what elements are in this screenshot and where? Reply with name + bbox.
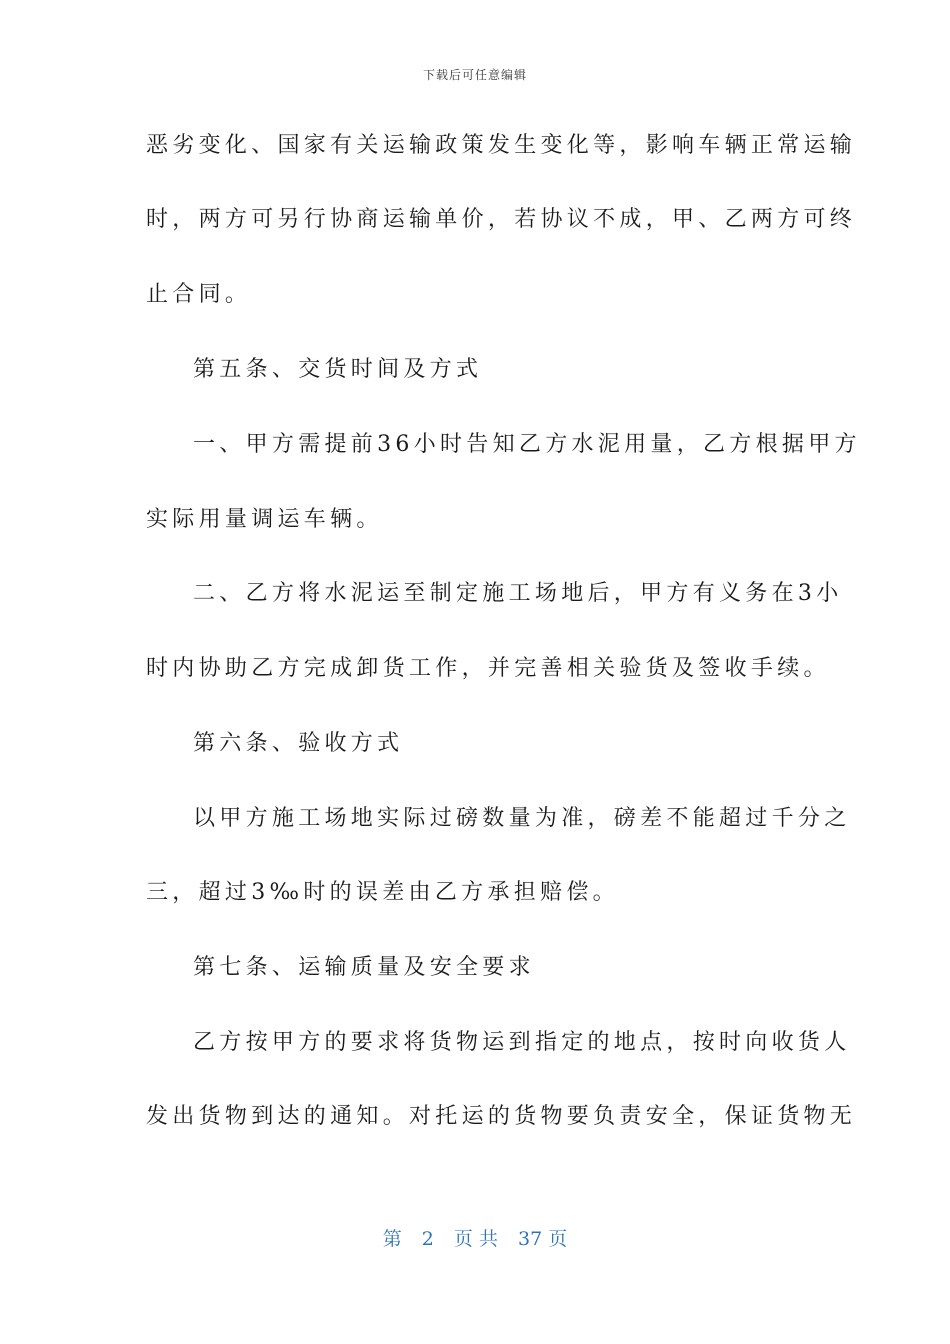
footer-prefix: 第: [382, 1228, 402, 1250]
body-line: 时内协助乙方完成卸货工作，并完善相关验货及签收手续。: [146, 656, 830, 681]
body-line: 三，超过3‰时的误差由乙方承担赔偿。: [146, 880, 619, 905]
section-heading-7: 第七条、运输质量及安全要求: [193, 955, 535, 980]
total-page-count: 37: [518, 1228, 543, 1250]
body-line: 乙方按甲方的要求将货物运到指定的地点，按时向收货人: [193, 1030, 851, 1055]
body-line: 以甲方施工场地实际过磅数量为准，磅差不能超过千分之: [193, 806, 851, 831]
page-header: 下载后可任意编辑: [422, 68, 527, 82]
body-line: 恶劣变化、国家有关运输政策发生变化等，影响车辆正常运输: [146, 133, 857, 158]
body-line: 二、乙方将水泥运至制定施工场地后，甲方有义务在3小: [193, 581, 843, 606]
body-line: 实际用量调运车辆。: [146, 507, 383, 532]
footer-middle: 页 共: [453, 1228, 498, 1250]
body-line: 止合同。: [146, 282, 252, 307]
current-page-number: 2: [421, 1228, 434, 1250]
body-line: 发出货物到达的通知。对托运的货物要负责安全，保证货物无: [146, 1104, 857, 1129]
section-heading-6: 第六条、验收方式: [193, 731, 404, 756]
section-heading-5: 第五条、交货时间及方式: [193, 357, 483, 382]
footer-suffix: 页: [548, 1228, 568, 1250]
page-footer: [0, 1226, 950, 1252]
body-line: 一、甲方需提前36小时告知乙方水泥用量，乙方根据甲方: [193, 432, 861, 457]
body-line: 时，两方可另行协商运输单价，若协议不成，甲、乙两方可终: [146, 207, 857, 232]
